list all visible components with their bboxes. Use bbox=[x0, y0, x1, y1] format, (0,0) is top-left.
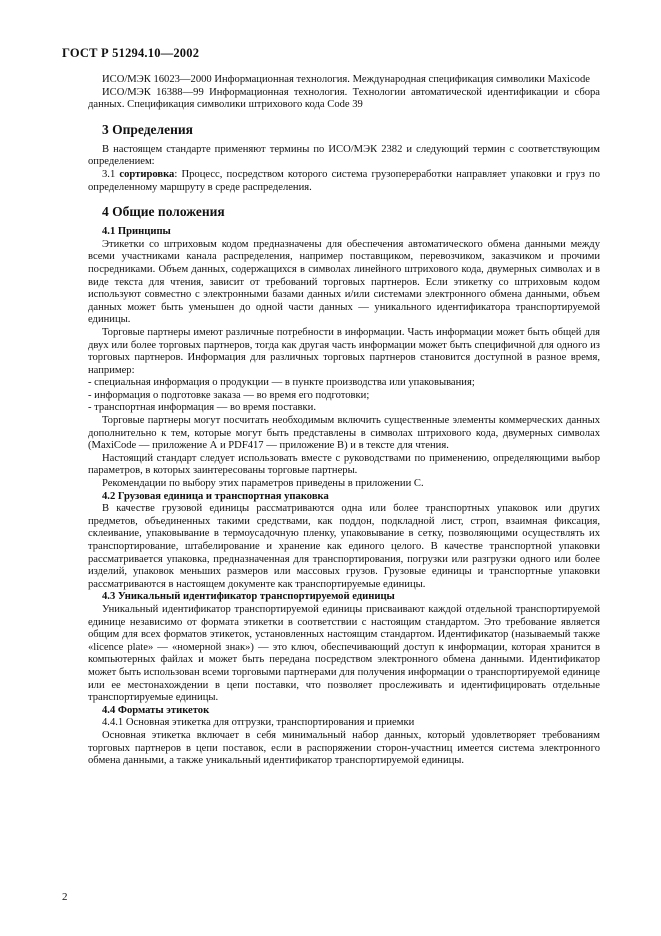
subsection-4-1-title: 4.1 Принципы bbox=[102, 226, 171, 238]
subsection-4-2-title: 4.2 Грузовая единица и транспортная упаковка bbox=[102, 490, 329, 502]
paragraph: Этикетки со штриховым кодом предназначены для обеспечения автоматического обмена данными между всеми участниками канала распределения, например поставщиком, перевозчиком, заказчиком и прочими посредниками. Объем данных, содержащихся в символах линейного штрихового кода, двумерных символах и в виде текста для чтения, зависит от требований торговых партнеров. Если этикетку со штриховым кодом используют совместно с электронными базами данных и/или системами электронного обмена данными, объем данных может быть уменьшен до одной части данных — уникального идентификатора транспортируемой единицы. bbox=[88, 238, 600, 326]
paragraph: Торговые партнеры могут посчитать необходимым включить существенные элементы коммерческих данных дополнительно к тем, которые могут быть представлены в символах штрихового кода, двумерных символах (MaxiCode — приложение А и PDF417 — приложение В) и в тексте для чтения. bbox=[88, 415, 600, 452]
paragraph: Уникальный идентификатор транспортируемой единицы присваивают каждой отдельной транспортируемой единице независимо от формата этикетки в соответствии с настоящим стандартом. Это требование является общим для всех форматов этикеток, установленных настоящим стандартом. Идентификатор (называемый также «licence plate» — «номерной знак») — это ключ, обеспечивающий доступ к информации, которая хранится в компьютерных файлах и может быть передана посредством электронного обмена данными. Идентификатор может быть использован всеми торговыми партнерами для получения информации о транспортируемой единице или ее местонахождении в цепи поставки, что позволяет прослеживать и идентифицировать отдельные транспортируемые единицы. bbox=[88, 603, 600, 704]
term-name: сортировка bbox=[119, 168, 175, 180]
list-item: - транспортная информация — во время поставки. bbox=[88, 402, 316, 414]
subsection-4-4-title: 4.4 Форматы этикеток bbox=[102, 704, 210, 716]
subsection-4-3-title: 4.3 Уникальный идентификатор транспортируемой единицы bbox=[102, 591, 395, 603]
section-3-intro: В настоящем стандарте применяют термины по ИСО/МЭК 2382 и следующий термин с соответствующим определением: bbox=[88, 143, 600, 168]
document-header: ГОСТ Р 51294.10—2002 bbox=[62, 46, 200, 60]
paragraph: В качестве грузовой единицы рассматриваются одна или более транспортных упаковок или других предметов, объединенных такими средствами, как поддон, подкладной лист, строп, взаимная фиксация, склеивание, упаковывание в термоусадочную пленку, упаковывание в сетку, позволяющими осуществлять их транспортирование, штабелирование и хранение как единого целого. В качестве транспортной упаковки рассматривается упаковка, предназначенная для транспортирования, погрузки или разгрузки одного или более изделий, упаковок меньших размеров или массовых грузов. Грузовые единицы и транспортные упаковки рассматриваются в настоящем документе как транспортируемые единицы. bbox=[88, 503, 600, 590]
paragraph: Основная этикетка включает в себя минимальный набор данных, который удовлетворяет требованиям торговых партнеров в цепи поставок, если в распоряжении сторон-участниц имеется система электронного обмена данными, а также уникальный идентификатор транспортируемой единицы. bbox=[88, 729, 600, 767]
paragraph: Торговые партнеры имеют различные потребности в информации. Часть информации может быть общей для двух или более торговых партнеров, тогда как другая часть информации может быть специфичной для одного из торговых партнеров. Информация для различных торговых партнеров становится доступной в разное время, например: bbox=[88, 326, 600, 376]
list-item: - специальная информация о продукции — в пункте производства или упаковывания; bbox=[88, 377, 475, 389]
reference-item: ИСО/МЭК 16388—99 Информационная технология. Технологии автоматической идентификации и сбора данных. Спецификация символики штрихового кода Code 39 bbox=[88, 86, 600, 111]
reference-item: ИСО/МЭК 16023—2000 Информационная технология. Международная спецификация символики Maxicode bbox=[102, 74, 590, 85]
paragraph: Рекомендации по выбору этих параметров приведены в приложении С. bbox=[102, 478, 424, 490]
term-number: 3.1 bbox=[102, 168, 116, 180]
document-body bbox=[88, 68, 600, 768]
list-item: - информация о подготовке заказа — во время его подготовки; bbox=[88, 389, 370, 401]
subsection-4-4-1-title: 4.4.1 Основная этикетка для отгрузки, транспортирования и приемки bbox=[102, 717, 415, 729]
page-number: 2 bbox=[62, 891, 68, 903]
section-4-title: 4 Общие положения bbox=[102, 204, 225, 220]
term-text: : Процесс, посредством которого система грузопереработки направляет упаковки и груз по определенному маршруту в среде распределения. bbox=[88, 168, 600, 193]
term-definition bbox=[88, 169, 600, 194]
paragraph: Настоящий стандарт следует использовать вместе с руководствами по применению, определяющими выбор параметров, в которых заинтересованы торговые партнеры. bbox=[88, 452, 600, 477]
section-3-title: 3 Определения bbox=[102, 121, 193, 137]
